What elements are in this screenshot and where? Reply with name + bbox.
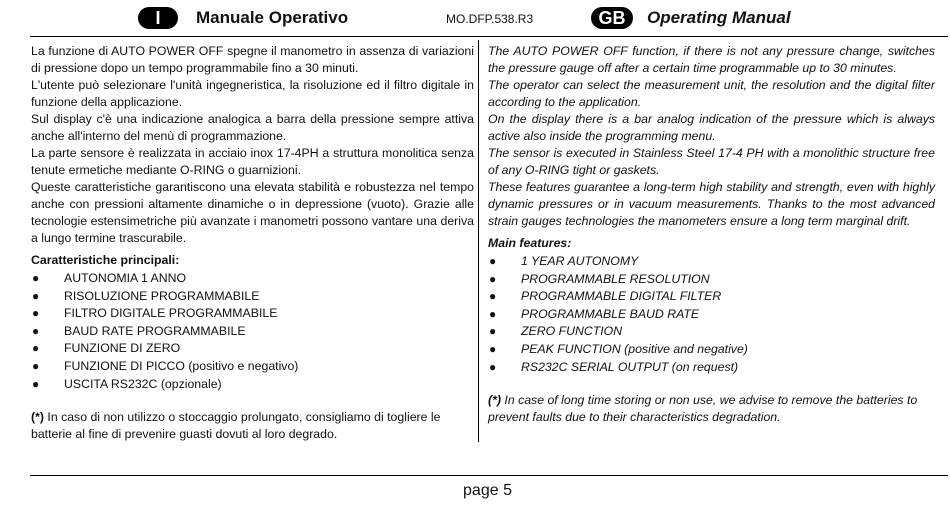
paragraph: These features guarantee a long-term high stability and strength, even with highly dynamic pressures or in vacuum measurements. Thanks to the most advanced strain gauges technologies the manometers ensure a long term marginal drift. bbox=[488, 180, 935, 228]
list-item bbox=[488, 359, 935, 377]
bullet-icon: ● bbox=[32, 288, 40, 303]
bullet-icon: ● bbox=[32, 271, 40, 285]
paragraph: La parte sensore è realizzata in acciaio inox 17-4PH a struttura monolitica senza tenute ermetiche mediante O-RING o guarnizioni. bbox=[31, 146, 474, 177]
italian-language-badge: I bbox=[138, 7, 178, 29]
features-title: Caratteristiche principali: bbox=[31, 253, 180, 267]
list-item bbox=[31, 305, 474, 323]
footer-divider bbox=[30, 475, 948, 476]
document-code: MO.DFP.538.R3 bbox=[446, 12, 534, 26]
note-marker: (*) bbox=[488, 393, 501, 408]
italian-column bbox=[31, 43, 474, 443]
bullet-icon: ● bbox=[489, 271, 497, 286]
list-item bbox=[31, 270, 474, 288]
note-marker: (*) bbox=[31, 410, 44, 425]
list-item bbox=[31, 340, 474, 358]
bullet-icon: ● bbox=[32, 306, 40, 321]
list-item bbox=[31, 358, 474, 376]
feature-text: FILTRO DIGITALE PROGRAMMABILE bbox=[64, 306, 278, 321]
list-item bbox=[31, 288, 474, 306]
italian-manual-title: Manuale Operativo bbox=[196, 8, 349, 27]
bullet-icon: ● bbox=[32, 341, 40, 356]
bullet-icon: ● bbox=[32, 376, 40, 391]
paragraph: The operator can select the measurement unit, the resolution and the digital filter according to the application. bbox=[488, 78, 935, 109]
note-text: In case of long time storing or non use, we advise to remove the batteries to prevent faults due to their characteristics degradation. bbox=[488, 393, 918, 425]
feature-text: PROGRAMMABLE DIGITAL FILTER bbox=[521, 289, 722, 304]
feature-text: PEAK FUNCTION (positive and negative) bbox=[521, 341, 748, 356]
page-header bbox=[0, 0, 950, 36]
feature-text: AUTONOMIA 1 ANNO bbox=[64, 271, 187, 285]
feature-text: RISOLUZIONE PROGRAMMABILE bbox=[64, 288, 260, 303]
feature-text: ZERO FUNCTION bbox=[521, 324, 623, 339]
feature-text: PROGRAMMABLE BAUD RATE bbox=[521, 306, 700, 321]
bullet-icon: ● bbox=[489, 341, 497, 356]
features-list bbox=[488, 253, 935, 376]
features-list bbox=[31, 270, 474, 393]
bullet-icon: ● bbox=[489, 254, 497, 268]
features-title: Main features: bbox=[488, 236, 572, 250]
feature-text: PROGRAMMABLE RESOLUTION bbox=[521, 271, 710, 286]
battery-note bbox=[31, 409, 474, 443]
feature-text: FUNZIONE DI ZERO bbox=[64, 341, 181, 356]
bullet-icon: ● bbox=[489, 359, 497, 374]
list-item bbox=[488, 253, 935, 271]
note-text: In caso di non utilizzo o stoccaggio prolungato, consigliamo di togliere le batterie al fine di prevenire guasti dovuti al loro degrado. bbox=[31, 410, 441, 442]
bullet-icon: ● bbox=[489, 306, 497, 321]
english-column bbox=[488, 43, 935, 426]
column-divider bbox=[478, 40, 479, 442]
bullet-icon: ● bbox=[489, 324, 497, 339]
list-item bbox=[488, 306, 935, 324]
english-language-badge: GB bbox=[591, 7, 633, 29]
feature-text: USCITA RS232C (opzionale) bbox=[64, 376, 222, 391]
list-item bbox=[488, 341, 935, 359]
paragraph: Queste caratteristiche garantiscono una elevata stabilità e robustezza nel tempo anche con pressioni altamente dinamiche o in depressione (vuoto). Grazie alle tecnologie estensimetriche più avanzate i manometri possono vantare una deriva a lungo termine trascurabile. bbox=[31, 180, 474, 245]
paragraph: The AUTO POWER OFF function, if there is not any pressure change, switches the pressure gauge off after a certain time programmable up to 30 minutes. bbox=[488, 44, 935, 75]
paragraph: On the display there is a bar analog indication of the pressure which is always active also inside the programming menu. bbox=[488, 112, 935, 143]
feature-text: RS232C SERIAL OUTPUT (on request) bbox=[521, 359, 739, 374]
list-item bbox=[31, 376, 474, 394]
paragraph: La funzione di AUTO POWER OFF spegne il manometro in assenza di variazioni di pressione dopo un tempo programmabile fino a 30 minuti. bbox=[31, 44, 474, 75]
bullet-icon: ● bbox=[32, 323, 40, 338]
bullet-icon: ● bbox=[489, 289, 497, 304]
english-manual-title: Operating Manual bbox=[647, 8, 791, 27]
paragraph: The sensor is executed in Stainless Steel 17-4 PH with a monolithic structure free of any O-RING tight or gaskets. bbox=[488, 146, 935, 177]
feature-text: 1 YEAR AUTONOMY bbox=[521, 254, 639, 268]
list-item bbox=[31, 323, 474, 341]
header-divider bbox=[30, 36, 948, 37]
paragraph: Sul display c'è una indicazione analogica a barra della pressione sempre attiva anche all'interno del menù di programmazione. bbox=[31, 112, 474, 143]
list-item bbox=[488, 271, 935, 289]
battery-note bbox=[488, 392, 935, 426]
page-number: page 5 bbox=[463, 482, 512, 499]
list-item bbox=[488, 288, 935, 306]
list-item bbox=[488, 323, 935, 341]
paragraph: L'utente può selezionare l'unità ingegneristica, la risoluzione ed il filtro digitale in funzione della applicazione. bbox=[31, 78, 474, 109]
bullet-icon: ● bbox=[32, 358, 40, 373]
feature-text: FUNZIONE DI PICCO (positivo e negativo) bbox=[64, 358, 299, 373]
feature-text: BAUD RATE PROGRAMMABILE bbox=[64, 323, 246, 338]
